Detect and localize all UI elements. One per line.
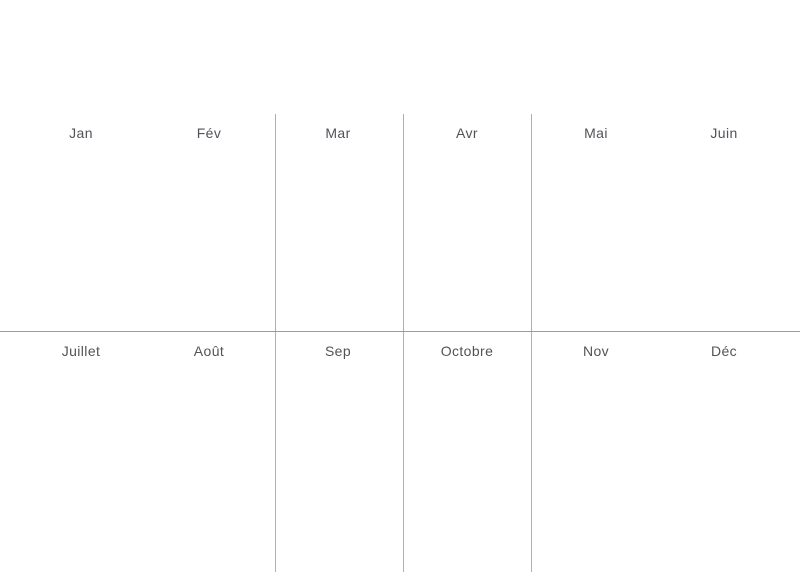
column-divider-line — [275, 114, 276, 572]
month-label-mar: Mar — [325, 125, 351, 141]
column-divider-line — [531, 114, 532, 572]
month-label-avr: Avr — [456, 125, 478, 141]
month-label-aout: Août — [193, 343, 225, 359]
month-label-juin: Juin — [710, 125, 738, 141]
month-label-octobre: Octobre — [440, 343, 494, 359]
column-divider-line — [403, 114, 404, 572]
month-label-juillet: Juillet — [61, 343, 101, 359]
month-label-fev: Fév — [196, 125, 222, 141]
month-label-dec: Déc — [710, 343, 738, 359]
month-label-jan: Jan — [69, 125, 93, 141]
row-divider-line — [0, 331, 800, 332]
month-label-sep: Sep — [324, 343, 352, 359]
month-label-nov: Nov — [582, 343, 610, 359]
month-label-mai: Mai — [584, 125, 608, 141]
